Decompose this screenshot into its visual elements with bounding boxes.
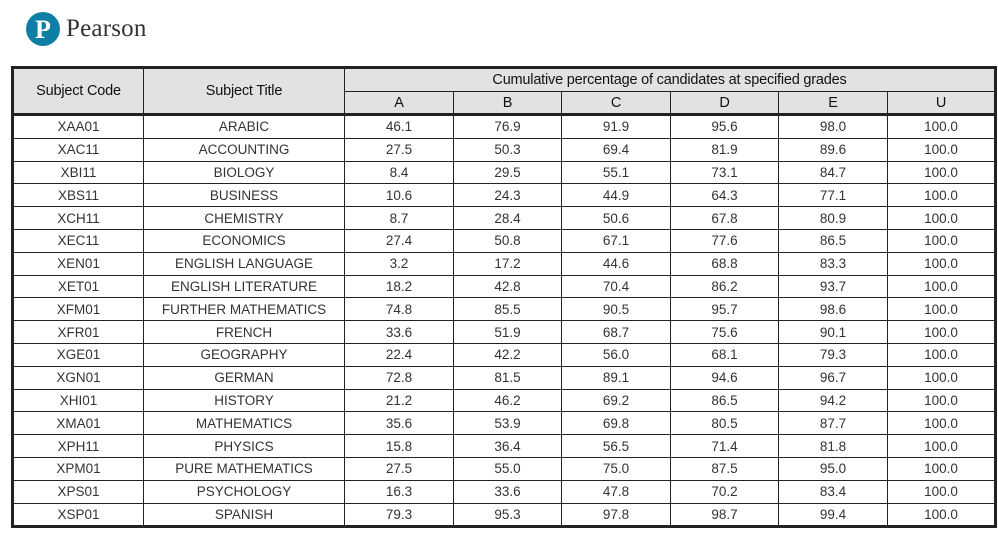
grade-a-cell: 27.5: [345, 138, 454, 161]
grade-b-cell: 55.0: [454, 457, 562, 480]
grade-b-cell: 50.8: [454, 229, 562, 252]
subject-code-cell: XHI01: [13, 389, 144, 412]
grade-u-cell: 100.0: [888, 412, 996, 435]
grade-d-cell: 98.7: [671, 503, 779, 527]
grade-c-cell: 56.0: [562, 343, 671, 366]
table-row: [13, 161, 996, 184]
subject-title-cell: ENGLISH LANGUAGE: [144, 252, 345, 275]
grade-b-cell: 51.9: [454, 321, 562, 344]
grade-c-cell: 55.1: [562, 161, 671, 184]
table-row: [13, 366, 996, 389]
subject-title-cell: MATHEMATICS: [144, 412, 345, 435]
grade-b-cell: 28.4: [454, 207, 562, 230]
header-subject-title: Subject Title: [144, 68, 345, 115]
subject-code-cell: XSP01: [13, 503, 144, 527]
grade-d-cell: 64.3: [671, 184, 779, 207]
subject-title-cell: GEOGRAPHY: [144, 343, 345, 366]
grade-b-cell: 95.3: [454, 503, 562, 527]
grade-a-cell: 27.4: [345, 229, 454, 252]
grade-d-cell: 86.2: [671, 275, 779, 298]
grade-d-cell: 71.4: [671, 435, 779, 458]
grade-b-cell: 24.3: [454, 184, 562, 207]
header-grade-u: U: [888, 92, 996, 115]
subject-title-cell: ARABIC: [144, 115, 345, 139]
grade-u-cell: 100.0: [888, 161, 996, 184]
subject-title-cell: ACCOUNTING: [144, 138, 345, 161]
grade-a-cell: 15.8: [345, 435, 454, 458]
grade-c-cell: 90.5: [562, 298, 671, 321]
header-grade-c: C: [562, 92, 671, 115]
grade-e-cell: 99.4: [779, 503, 888, 527]
grade-u-cell: 100.0: [888, 343, 996, 366]
subject-code-cell: XGE01: [13, 343, 144, 366]
table-row: [13, 252, 996, 275]
grade-e-cell: 84.7: [779, 161, 888, 184]
grade-e-cell: 95.0: [779, 457, 888, 480]
grade-a-cell: 8.4: [345, 161, 454, 184]
table-body: [13, 115, 996, 527]
table-row: [13, 184, 996, 207]
grade-c-cell: 44.9: [562, 184, 671, 207]
header-subject-code: Subject Code: [13, 68, 144, 115]
subject-title-cell: HISTORY: [144, 389, 345, 412]
table-row: [13, 207, 996, 230]
subject-code-cell: XFR01: [13, 321, 144, 344]
grade-e-cell: 81.8: [779, 435, 888, 458]
grade-b-cell: 29.5: [454, 161, 562, 184]
grade-b-cell: 33.6: [454, 480, 562, 503]
grade-b-cell: 46.2: [454, 389, 562, 412]
subject-title-cell: PHYSICS: [144, 435, 345, 458]
grade-a-cell: 46.1: [345, 115, 454, 139]
subject-title-cell: CHEMISTRY: [144, 207, 345, 230]
table-row: [13, 321, 996, 344]
grade-e-cell: 83.3: [779, 252, 888, 275]
grade-d-cell: 94.6: [671, 366, 779, 389]
table-row: [13, 138, 996, 161]
grade-e-cell: 98.6: [779, 298, 888, 321]
grade-c-cell: 70.4: [562, 275, 671, 298]
grade-b-cell: 53.9: [454, 412, 562, 435]
grade-c-cell: 50.6: [562, 207, 671, 230]
grade-c-cell: 44.6: [562, 252, 671, 275]
grade-e-cell: 93.7: [779, 275, 888, 298]
grade-e-cell: 94.2: [779, 389, 888, 412]
grade-d-cell: 67.8: [671, 207, 779, 230]
grade-c-cell: 47.8: [562, 480, 671, 503]
grade-e-cell: 80.9: [779, 207, 888, 230]
grade-d-cell: 81.9: [671, 138, 779, 161]
subject-title-cell: BUSINESS: [144, 184, 345, 207]
grade-u-cell: 100.0: [888, 480, 996, 503]
grade-d-cell: 68.8: [671, 252, 779, 275]
subject-title-cell: PSYCHOLOGY: [144, 480, 345, 503]
grade-b-cell: 36.4: [454, 435, 562, 458]
grade-b-cell: 42.2: [454, 343, 562, 366]
table-row: [13, 457, 996, 480]
grade-u-cell: 100.0: [888, 275, 996, 298]
grade-d-cell: 70.2: [671, 480, 779, 503]
grade-c-cell: 97.8: [562, 503, 671, 527]
subject-code-cell: XFM01: [13, 298, 144, 321]
grade-d-cell: 95.7: [671, 298, 779, 321]
grade-b-cell: 81.5: [454, 366, 562, 389]
subject-code-cell: XET01: [13, 275, 144, 298]
grade-b-cell: 50.3: [454, 138, 562, 161]
subject-title-cell: SPANISH: [144, 503, 345, 527]
grade-u-cell: 100.0: [888, 457, 996, 480]
grade-e-cell: 86.5: [779, 229, 888, 252]
grade-u-cell: 100.0: [888, 389, 996, 412]
grade-d-cell: 77.6: [671, 229, 779, 252]
grade-c-cell: 67.1: [562, 229, 671, 252]
subject-title-cell: GERMAN: [144, 366, 345, 389]
grade-u-cell: 100.0: [888, 503, 996, 527]
subject-code-cell: XGN01: [13, 366, 144, 389]
grade-a-cell: 3.2: [345, 252, 454, 275]
table-row: [13, 115, 996, 139]
table-row: [13, 435, 996, 458]
grade-e-cell: 87.7: [779, 412, 888, 435]
grade-c-cell: 75.0: [562, 457, 671, 480]
grade-a-cell: 27.5: [345, 457, 454, 480]
grade-e-cell: 96.7: [779, 366, 888, 389]
grade-b-cell: 85.5: [454, 298, 562, 321]
grade-d-cell: 73.1: [671, 161, 779, 184]
grade-a-cell: 79.3: [345, 503, 454, 527]
grade-e-cell: 90.1: [779, 321, 888, 344]
subject-code-cell: XEC11: [13, 229, 144, 252]
grade-a-cell: 33.6: [345, 321, 454, 344]
subject-code-cell: XPS01: [13, 480, 144, 503]
grade-e-cell: 83.4: [779, 480, 888, 503]
grade-c-cell: 69.4: [562, 138, 671, 161]
grade-u-cell: 100.0: [888, 138, 996, 161]
table-row: [13, 229, 996, 252]
grade-b-cell: 76.9: [454, 115, 562, 139]
grade-d-cell: 68.1: [671, 343, 779, 366]
grade-b-cell: 42.8: [454, 275, 562, 298]
table-row: [13, 503, 996, 527]
grade-b-cell: 17.2: [454, 252, 562, 275]
grade-a-cell: 74.8: [345, 298, 454, 321]
pearson-logo-icon: [26, 12, 60, 46]
grade-e-cell: 77.1: [779, 184, 888, 207]
grade-a-cell: 18.2: [345, 275, 454, 298]
subject-title-cell: PURE MATHEMATICS: [144, 457, 345, 480]
grade-u-cell: 100.0: [888, 115, 996, 139]
grade-a-cell: 22.4: [345, 343, 454, 366]
header-grade-d: D: [671, 92, 779, 115]
pearson-logo: [26, 10, 147, 48]
grade-a-cell: 35.6: [345, 412, 454, 435]
brand-name: Pearson: [66, 15, 147, 42]
subject-code-cell: XMA01: [13, 412, 144, 435]
subject-code-cell: XBI11: [13, 161, 144, 184]
grade-a-cell: 10.6: [345, 184, 454, 207]
grade-boundaries-table: [11, 66, 997, 528]
subject-title-cell: ECONOMICS: [144, 229, 345, 252]
subject-code-cell: XCH11: [13, 207, 144, 230]
subject-code-cell: XAA01: [13, 115, 144, 139]
grade-u-cell: 100.0: [888, 207, 996, 230]
grade-e-cell: 79.3: [779, 343, 888, 366]
table-row: [13, 275, 996, 298]
grade-u-cell: 100.0: [888, 435, 996, 458]
logo-letter: P: [35, 14, 51, 44]
table-row: [13, 298, 996, 321]
table-row: [13, 389, 996, 412]
grade-u-cell: 100.0: [888, 184, 996, 207]
grade-a-cell: 21.2: [345, 389, 454, 412]
grade-a-cell: 8.7: [345, 207, 454, 230]
subject-code-cell: XPM01: [13, 457, 144, 480]
grade-c-cell: 69.2: [562, 389, 671, 412]
subject-title-cell: BIOLOGY: [144, 161, 345, 184]
grade-c-cell: 56.5: [562, 435, 671, 458]
grade-a-cell: 16.3: [345, 480, 454, 503]
grade-u-cell: 100.0: [888, 229, 996, 252]
table-row: [13, 480, 996, 503]
grade-d-cell: 87.5: [671, 457, 779, 480]
grade-e-cell: 89.6: [779, 138, 888, 161]
grade-d-cell: 86.5: [671, 389, 779, 412]
header-cumulative-percentage: Cumulative percentage of candidates at specified grades: [345, 68, 996, 92]
header-grade-e: E: [779, 92, 888, 115]
grade-d-cell: 80.5: [671, 412, 779, 435]
grade-u-cell: 100.0: [888, 366, 996, 389]
grade-c-cell: 69.8: [562, 412, 671, 435]
grade-a-cell: 72.8: [345, 366, 454, 389]
grade-u-cell: 100.0: [888, 298, 996, 321]
subject-title-cell: FRENCH: [144, 321, 345, 344]
grade-d-cell: 75.6: [671, 321, 779, 344]
subject-title-cell: FURTHER MATHEMATICS: [144, 298, 345, 321]
grade-u-cell: 100.0: [888, 252, 996, 275]
header-grade-a: A: [345, 92, 454, 115]
subject-code-cell: XPH11: [13, 435, 144, 458]
grade-d-cell: 95.6: [671, 115, 779, 139]
table-row: [13, 343, 996, 366]
grade-c-cell: 89.1: [562, 366, 671, 389]
header-grade-b: B: [454, 92, 562, 115]
grade-c-cell: 91.9: [562, 115, 671, 139]
subject-title-cell: ENGLISH LITERATURE: [144, 275, 345, 298]
grade-e-cell: 98.0: [779, 115, 888, 139]
grade-c-cell: 68.7: [562, 321, 671, 344]
subject-code-cell: XEN01: [13, 252, 144, 275]
table-row: [13, 412, 996, 435]
subject-code-cell: XBS11: [13, 184, 144, 207]
grade-u-cell: 100.0: [888, 321, 996, 344]
subject-code-cell: XAC11: [13, 138, 144, 161]
